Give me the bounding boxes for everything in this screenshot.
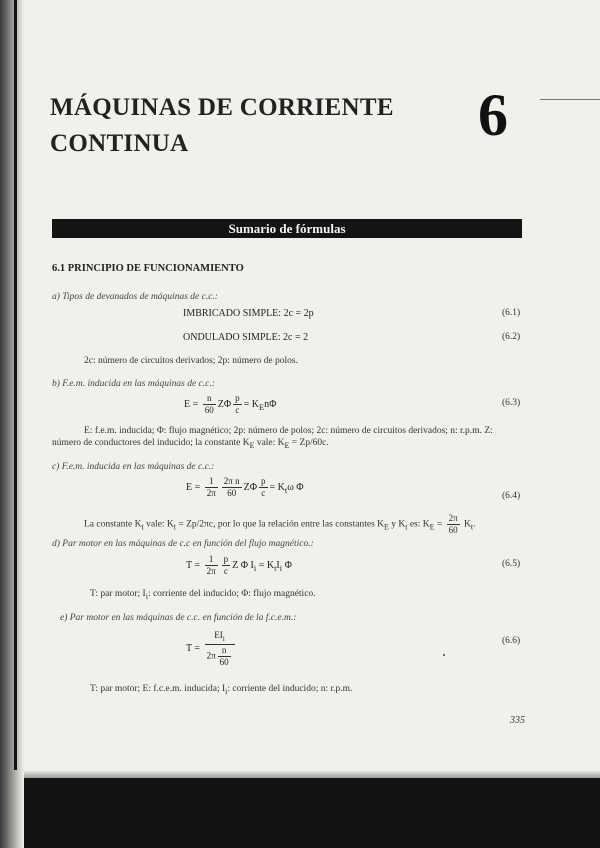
equation-number-6-3: (6.3) (502, 398, 521, 408)
eq5-sub2: t (274, 563, 277, 573)
eq3-den-c: c (235, 405, 240, 415)
equation-6-2: ONDULADO SIMPLE: 2c = 2 (183, 332, 309, 343)
eq5-fraction-1 (205, 554, 218, 577)
item-a-note: 2c: número de circuitos derivados; 2p: número de polos. (84, 356, 298, 366)
scan-fringe (24, 770, 600, 778)
summary-bar: Sumario de fórmulas (52, 219, 522, 238)
c-note-c: = Zp/2πc, por lo que la relación entre las constantes K (176, 519, 385, 530)
eq5-f1-num: 1 (205, 554, 218, 566)
item-c-note (84, 513, 475, 536)
eq6-den-60: 60 (219, 656, 229, 667)
eq5-sub: i (253, 563, 257, 573)
eq5-fraction-2 (222, 554, 231, 577)
eq3-mid: ZΦ (217, 398, 232, 410)
eq6-den-n: n (218, 645, 231, 657)
item-e-label: e) Par motor en las máquinas de c.c. en función de la f.c.e.m.: (60, 613, 297, 623)
eq4-f2-den: 60 (227, 488, 237, 498)
equation-6-5 (186, 554, 292, 577)
c-note-sub2: t (173, 522, 176, 532)
equation-number-6-6: (6.6) (502, 636, 521, 646)
c-note-frac-den: 60 (448, 525, 458, 535)
item-a-label: a) Tipos de devanados de máquinas de c.c.: (52, 292, 218, 302)
section-heading: 6.1 PRINCIPIO DE FUNCIONAMIENTO (52, 263, 244, 274)
scan-dark-band (24, 778, 600, 848)
eq6-den (205, 645, 235, 668)
eq5-f2-den: c (223, 566, 228, 576)
e-note-sub: i (225, 686, 228, 696)
eq3-num-n: n (203, 393, 216, 405)
equation-6-6 (186, 630, 237, 668)
d-note-text: T: par motor; I (90, 589, 146, 599)
eq3-rhs: = K (243, 398, 260, 410)
c-note-b: vale: K (143, 519, 174, 530)
b-note2-end: = Zp/60c. (289, 438, 329, 448)
eq4-f1-num: 1 (205, 476, 218, 488)
c-note-sub3: E (384, 522, 389, 532)
b-note2-tail: vale: K (254, 438, 285, 448)
eq3-lhs: E = (184, 398, 201, 410)
eq4-tail: ω Φ (287, 481, 304, 493)
chapter-number: 6 (478, 82, 508, 148)
chapter-title (50, 90, 450, 162)
item-e-note (90, 683, 352, 698)
c-note-g: K (461, 519, 471, 530)
item-d-note (90, 588, 316, 603)
equation-6-1: IMBRICADO SIMPLE: 2c = 2p (183, 308, 314, 319)
eq3-fraction-n-60 (203, 393, 216, 416)
spine-line (14, 0, 17, 770)
equation-number-6-4: (6.4) (502, 491, 521, 501)
c-note-sub4: t (405, 522, 408, 532)
c-note-sub6: t (470, 522, 474, 532)
c-note-h: . (473, 519, 476, 530)
b-note2-sub2: E (284, 440, 290, 450)
c-note-sub1: t (141, 522, 144, 532)
b-note2-text: número de conductores del inducido; la constante K (52, 438, 250, 448)
item-b-label: b) F.e.m. inducida en las máquinas de c.c.: (52, 379, 215, 389)
eq5-f2-num: p (223, 554, 229, 564)
eq3-den-60: 60 (204, 405, 214, 415)
eq3-sub: E (259, 402, 265, 412)
c-note-e: es: K (407, 519, 430, 530)
eq5-mid: Z Φ I (232, 559, 254, 571)
eq4-fraction-1 (205, 476, 218, 499)
equation-6-3 (184, 393, 276, 416)
c-note-f: = (434, 519, 445, 530)
eq6-fraction (205, 630, 235, 668)
chapter-rule (540, 99, 600, 100)
d-note-tail: : corriente del inducido; Φ: flujo magnético. (147, 589, 316, 599)
page-number: 335 (510, 715, 525, 726)
eq4-f3-num: p (261, 476, 266, 486)
c-note-frac-num: 2π (448, 513, 458, 523)
eq4-lhs: E = (186, 481, 203, 493)
equation-number-6-2: (6.2) (502, 332, 521, 342)
eq3-tail: nΦ (264, 398, 277, 410)
eq4-f3-den: c (261, 488, 266, 498)
eq6-den-2pi: 2π (206, 650, 216, 661)
eq5-lhs: T = (186, 559, 203, 571)
eq5-sub3: i (279, 563, 283, 573)
eq4-fraction-3 (259, 476, 268, 499)
eq4-mid: ZΦ (243, 481, 258, 493)
d-note-sub: i (145, 591, 148, 601)
eq5-rhs: = K (256, 559, 275, 571)
eq6-num-text: EI (214, 630, 223, 640)
equation-number-6-1: (6.1) (502, 308, 521, 318)
equation-6-4 (186, 476, 304, 499)
chapter-title-line2: CONTINUA (50, 130, 189, 157)
eq5-tail: I (276, 559, 280, 571)
eq3-fraction-p-c (233, 393, 242, 416)
e-note-text: T: par motor; E: f.c.e.m. inducida; I (90, 684, 226, 694)
c-note-d: y K (388, 519, 406, 530)
eq4-f1-den: 2π (206, 488, 216, 498)
c-note-a: La constante K (84, 519, 142, 530)
eq6-num-sub: i (222, 633, 225, 643)
item-d-label: d) Par motor en las máquinas de c.c en función del flujo magnético.: (52, 539, 314, 549)
c-note-fraction (447, 513, 460, 536)
eq4-f2-num: 2π n (223, 476, 240, 486)
c-note-sub5: E (429, 522, 435, 532)
eq3-num-p: p (235, 393, 240, 403)
eq5-end: Φ (282, 559, 292, 571)
item-b-note-line2 (52, 437, 329, 452)
eq6-inner-fraction (218, 645, 231, 668)
eq4-fraction-2 (222, 476, 242, 499)
chapter-title-line1: MÁQUINAS DE CORRIENTE (50, 94, 394, 121)
item-c-label: c) F.e.m. inducida en las máquinas de c.c.: (52, 462, 215, 472)
eq6-lhs: T = (186, 643, 203, 655)
speck (443, 654, 445, 656)
e-note-tail: : corriente del inducido; n: r.p.m. (227, 684, 353, 694)
item-b-note-line1: E: f.e.m. inducida; Φ: flujo magnético; 2p: número de polos; 2c: número de circuitos derivados; n: r.p.m. Z: (84, 426, 493, 436)
b-note2-sub: E (249, 440, 255, 450)
eq4-sub: t (284, 485, 288, 495)
equation-number-6-5: (6.5) (502, 559, 521, 569)
spine-shadow (0, 0, 24, 848)
eq6-num-top (205, 630, 235, 645)
eq5-f1-den: 2π (206, 566, 216, 576)
eq4-rhs: = K (269, 481, 285, 493)
